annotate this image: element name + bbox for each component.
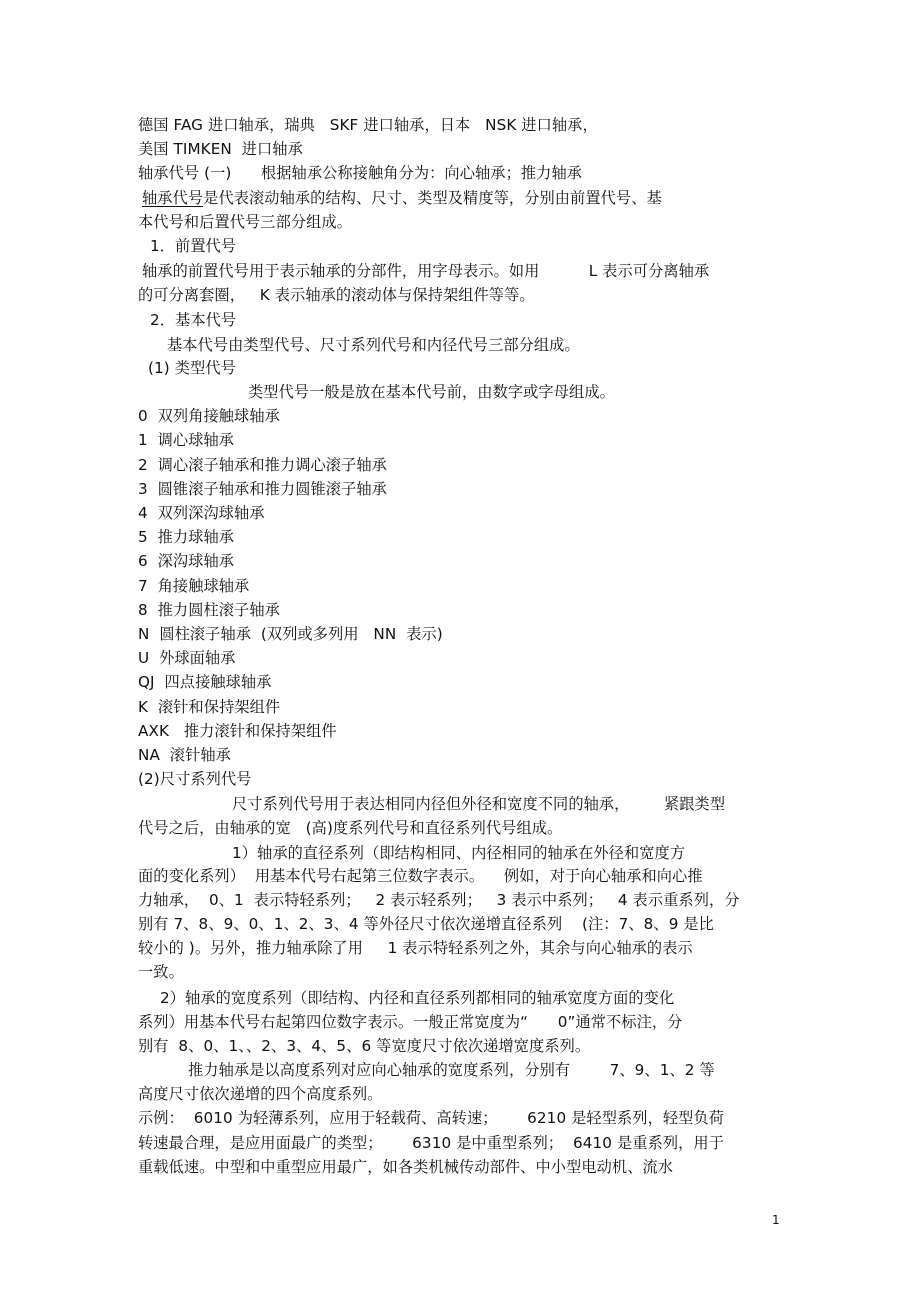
type-item-k: K 滚针和保持架组件	[138, 698, 281, 716]
text-line-3: 轴承代号 (一) 根据轴承公称接触角分为：向心轴承；推力轴承	[138, 164, 583, 182]
text-line-32: 面的变化系列） 用基本代号右起第三位数字表示。 例如，对于向心轴承和向心推	[138, 867, 703, 885]
type-item-7: 7 角接触球轴承	[138, 577, 250, 595]
text-line-34: 别有 7、8、9、0、1、2、3、4 等外径尺寸依次递增直径系列 (注：7、8、9 是比	[138, 915, 714, 933]
type-item-1: 1 调心球轴承	[138, 431, 235, 449]
type-item-4: 4 双列深沟球轴承	[138, 504, 265, 522]
heading-type-code: (1) 类型代号	[148, 359, 236, 377]
type-item-2: 2 调心滚子轴承和推力调心滚子轴承	[138, 456, 387, 474]
text-line-10: 基本代号由类型代号、尺寸系列代号和内径代号三部分组成。	[167, 336, 580, 354]
heading-dimension-series: (2)尺寸系列代号	[138, 770, 252, 788]
type-item-5: 5 推力球轴承	[138, 528, 235, 546]
text-line-35: 较小的 )。另外，推力轴承除了用 1 表示特轻系列之外，其余与向心轴承的表示	[138, 939, 693, 957]
type-item-0: 0 双列角接触球轴承	[138, 407, 280, 425]
text-line-2: 美国 TIMKEN 进口轴承	[138, 140, 303, 158]
text-line-38: 系列）用基本代号右起第四位数字表示。一般正常宽度为“ 0”通常不标注，分	[138, 1013, 683, 1031]
text-line-1: 德国 FAG 进口轴承，瑞典 SKF 进口轴承，日本 NSK 进口轴承，	[138, 116, 598, 134]
heading-front-code: 1．前置代号	[150, 237, 237, 255]
text-line-44: 重载低速。中型和中重型应用最广，如各类机械传动部件、中小型电动机、流水	[138, 1158, 674, 1176]
type-item-6: 6 深沟球轴承	[138, 552, 235, 570]
text-line-12: 类型代号一般是放在基本代号前，由数字或字母组成。	[248, 383, 615, 401]
text-line-39: 别有 8、0、1、、2、3、4、5、6 等宽度尺寸依次递增宽度系列。	[138, 1037, 591, 1055]
text-line-4-rest: 是代表滚动轴承的结构、尺寸、类型及精度等，分别由前置代号、基	[203, 189, 662, 207]
text-line-4	[142, 188, 662, 208]
text-line-41: 高度尺寸依次递增的四个高度系列。	[138, 1085, 383, 1103]
page-number: 1	[772, 1213, 780, 1227]
type-item-axk: AXK 推力滚针和保持架组件	[138, 722, 337, 740]
text-line-33: 力轴承， 0、1 表示特轻系列； 2 表示轻系列； 3 表示中系列； 4 表示重系列，分	[138, 891, 740, 909]
underlined-term-bearing-code: 轴承代号	[142, 189, 204, 207]
text-line-29: 尺寸系列代号用于表达相同内径但外径和宽度不同的轴承， 紧跟类型	[232, 795, 726, 813]
text-line-5: 本代号和后置代号三部分组成。	[138, 213, 353, 231]
type-item-qj: QJ 四点接触球轴承	[138, 673, 272, 691]
type-item-na: NA 滚针轴承	[138, 746, 231, 764]
text-line-40: 推力轴承是以高度系列对应向心轴承的宽度系列，分别有 7、9、1、2 等	[188, 1061, 715, 1079]
type-item-u: U 外球面轴承	[138, 649, 236, 667]
text-line-30: 代号之后，由轴承的宽 (高)度系列代号和直径系列代号组成。	[138, 819, 563, 837]
type-item-8: 8 推力圆柱滚子轴承	[138, 601, 280, 619]
type-item-3: 3 圆锥滚子轴承和推力圆锥滚子轴承	[138, 480, 387, 498]
heading-basic-code: 2．基本代号	[150, 311, 237, 329]
text-line-8: 的可分离套圈， K 表示轴承的滚动体与保持架组件等等。	[138, 286, 535, 304]
text-line-37: 2）轴承的宽度系列（即结构、内径和直径系列都相同的轴承宽度方面的变化	[160, 989, 675, 1007]
type-item-n: N 圆柱滚子轴承 (双列或多列用 NN 表示)	[138, 625, 443, 643]
text-line-43: 转速最合理，是应用面最广的类型； 6310 是中重型系列； 6410 是重系列，用于	[138, 1134, 725, 1152]
text-line-31: 1）轴承的直径系列（即结构相同、内径相同的轴承在外径和宽度方	[232, 844, 686, 862]
text-line-7: 轴承的前置代号用于表示轴承的分部件，用字母表示。如用 L 表示可分离轴承	[142, 262, 710, 280]
text-line-42: 示例： 6010 为轻薄系列，应用于轻载荷、高转速； 6210 是轻型系列，轻型负荷	[138, 1109, 725, 1127]
text-line-36: 一致。	[138, 963, 184, 981]
